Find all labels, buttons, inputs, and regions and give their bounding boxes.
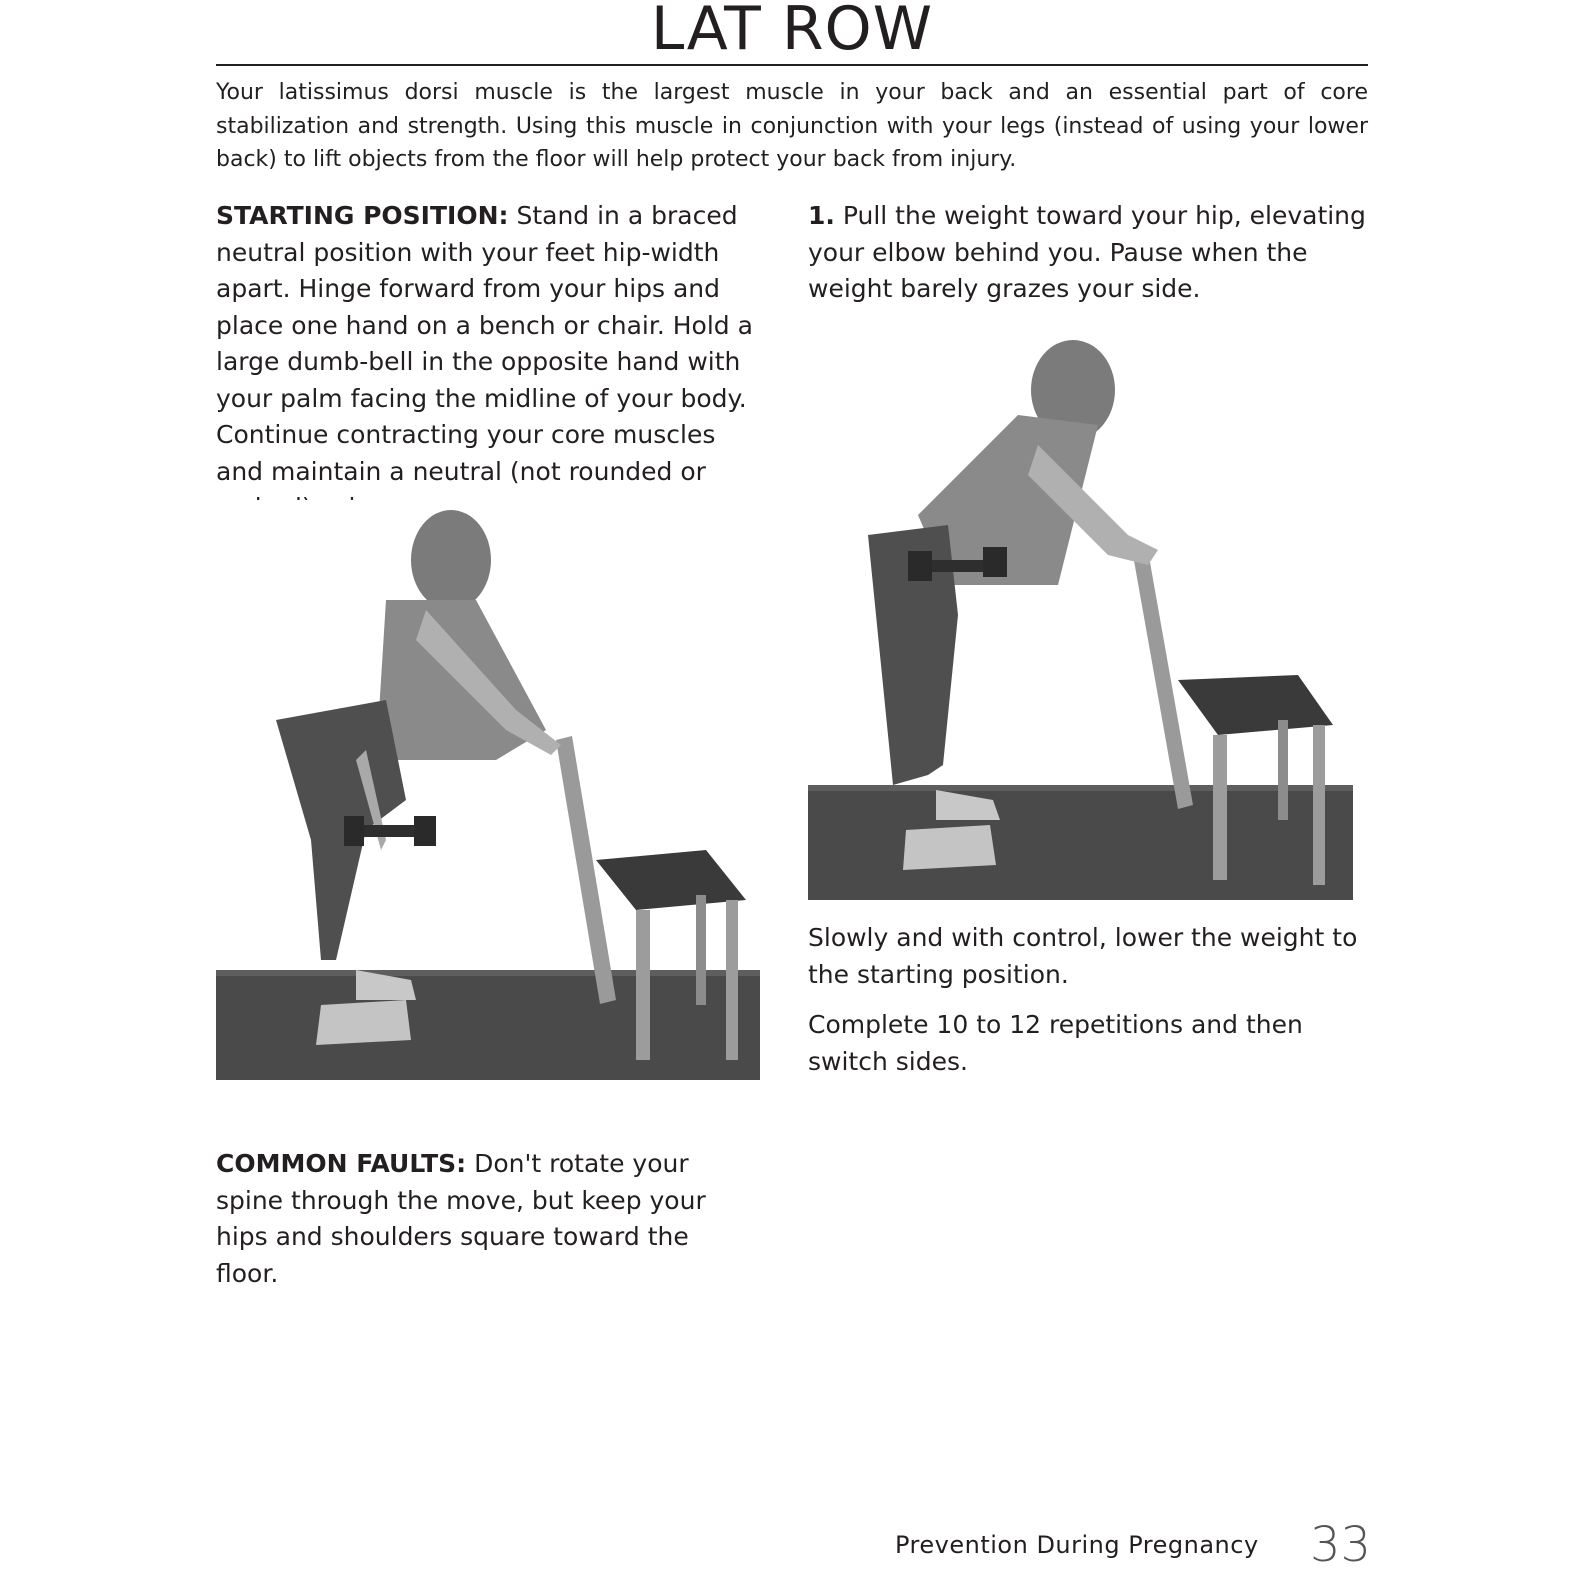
intro-paragraph: Your latissimus dorsi muscle is the largest muscle in your back and an essential part of core stabilization and strength. Using this muscle in conjunction with your legs (instead of using your lower back) to lift objects from the floor will help protect your back from injury.	[216, 80, 1368, 172]
starting-position-label: STARTING POSITION:	[216, 201, 509, 230]
page-title: LAT ROW	[650, 0, 934, 64]
starting-position-text: Stand in a braced neutral position with your feet hip-width apart. Hinge forward from your hips and place one hand on a bench or chair. Hold a large dumb-bell in the opposite hand with your palm facing the midline of your body. Continue contracting your core muscles and maintain a neutral (not rounded or	[216, 201, 753, 486]
repetitions-paragraph: Complete 10 to 12 repetitions and then switch sides.	[808, 1010, 1303, 1076]
page-number: 33	[1310, 1517, 1372, 1573]
lower-weight-paragraph: Slowly and with control, lower the weight to the starting position.	[808, 923, 1358, 989]
step-1-photo	[808, 335, 1353, 900]
step-1-label: 1.	[808, 201, 835, 230]
common-faults-paragraph	[216, 1146, 756, 1292]
footer-section-title: Prevention During Pregnancy	[895, 1531, 1259, 1559]
step-1-text: Pull the weight toward your hip, elevating your elbow behind you. Pause when the weight barely grazes your side.	[808, 201, 1366, 303]
common-faults-label: COMMON FAULTS:	[216, 1149, 467, 1178]
title-rule	[216, 64, 1368, 66]
starting-position-photo	[216, 500, 760, 1080]
step-1-paragraph	[808, 198, 1368, 308]
starting-position-paragraph	[216, 198, 756, 527]
common-faults-text: Don't rotate your spine through the move, but keep your hips and shoulders square toward the floor.	[216, 1149, 706, 1288]
